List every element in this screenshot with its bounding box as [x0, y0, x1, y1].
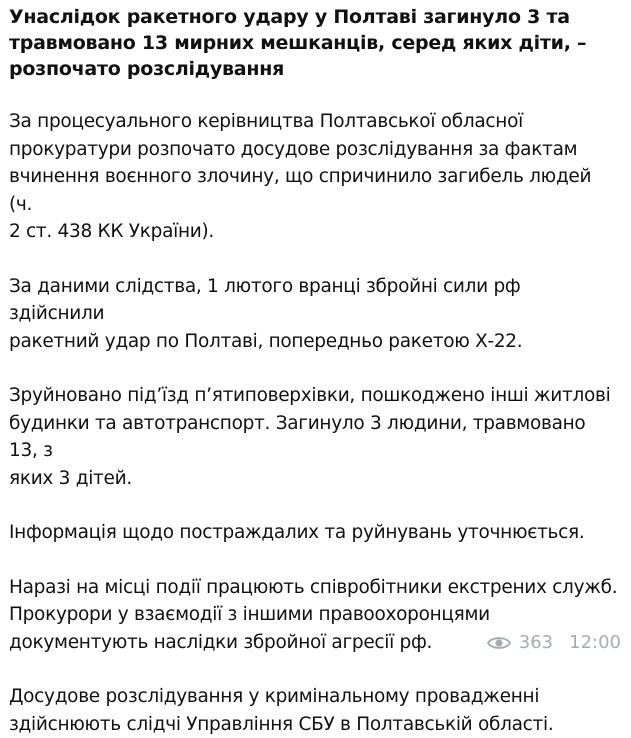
paragraph-line: здійснюють слідчі Управління СБУ в Полтавській області.	[9, 713, 554, 735]
paragraph-line: Прокурори у взаємодії з іншими правоохоронцями	[9, 604, 490, 625]
paragraph-line: Зруйновано під’їзд п’ятиповерхівки, пошкоджено інші житлові	[9, 385, 611, 406]
post-paragraph	[9, 683, 619, 738]
post-meta	[487, 633, 621, 653]
paragraph-line: Інформація щодо постраждалих та руйнувань уточнюється.	[9, 522, 585, 543]
paragraph-line: документують наслідки збройної агресії рф.	[9, 631, 433, 653]
view-count: 363	[518, 632, 554, 653]
eye-icon	[487, 635, 511, 651]
paragraph-line: будинки та автотранспорт. Загинуло 3 людини, травмовано 13, з	[9, 412, 586, 461]
paragraph-line: яких 3 дітей.	[9, 467, 132, 489]
paragraph-line: Наразі на місці події працюють співробітники екстрених служб.	[9, 576, 618, 598]
paragraph-line: вчинення воєнного злочину, що спричинило загибель людей (ч.	[9, 166, 592, 215]
post-paragraph	[9, 108, 619, 246]
post-paragraph	[9, 382, 619, 492]
post-paragraph	[9, 273, 619, 356]
paragraph-line: Досудове розслідування у кримінальному провадженні	[9, 686, 540, 707]
post-headline	[9, 4, 619, 82]
paragraph-line: ракетний удар по Полтаві, попередньо ракетою Х-22.	[9, 330, 523, 352]
paragraph-line: За даними слідства, 1 лютого вранці збройні сили рф здійснили	[9, 275, 521, 324]
headline-line: Унаслідок ракетного удару у Полтаві загинуло 3 та	[9, 6, 570, 28]
paragraph-line: 2 ст. 438 КК України).	[9, 221, 214, 242]
paragraph-line: прокуратури розпочато досудове розслідування за фактам	[9, 138, 578, 160]
paragraph-line: За процесуального керівництва Полтавської обласної	[9, 111, 523, 132]
headline-line: розпочато розслідування	[9, 58, 285, 80]
post-paragraph	[9, 519, 619, 547]
headline-line: травмовано 13 мирних мешканців, серед яких діти, –	[9, 32, 587, 54]
post-time: 12:00	[569, 632, 621, 653]
